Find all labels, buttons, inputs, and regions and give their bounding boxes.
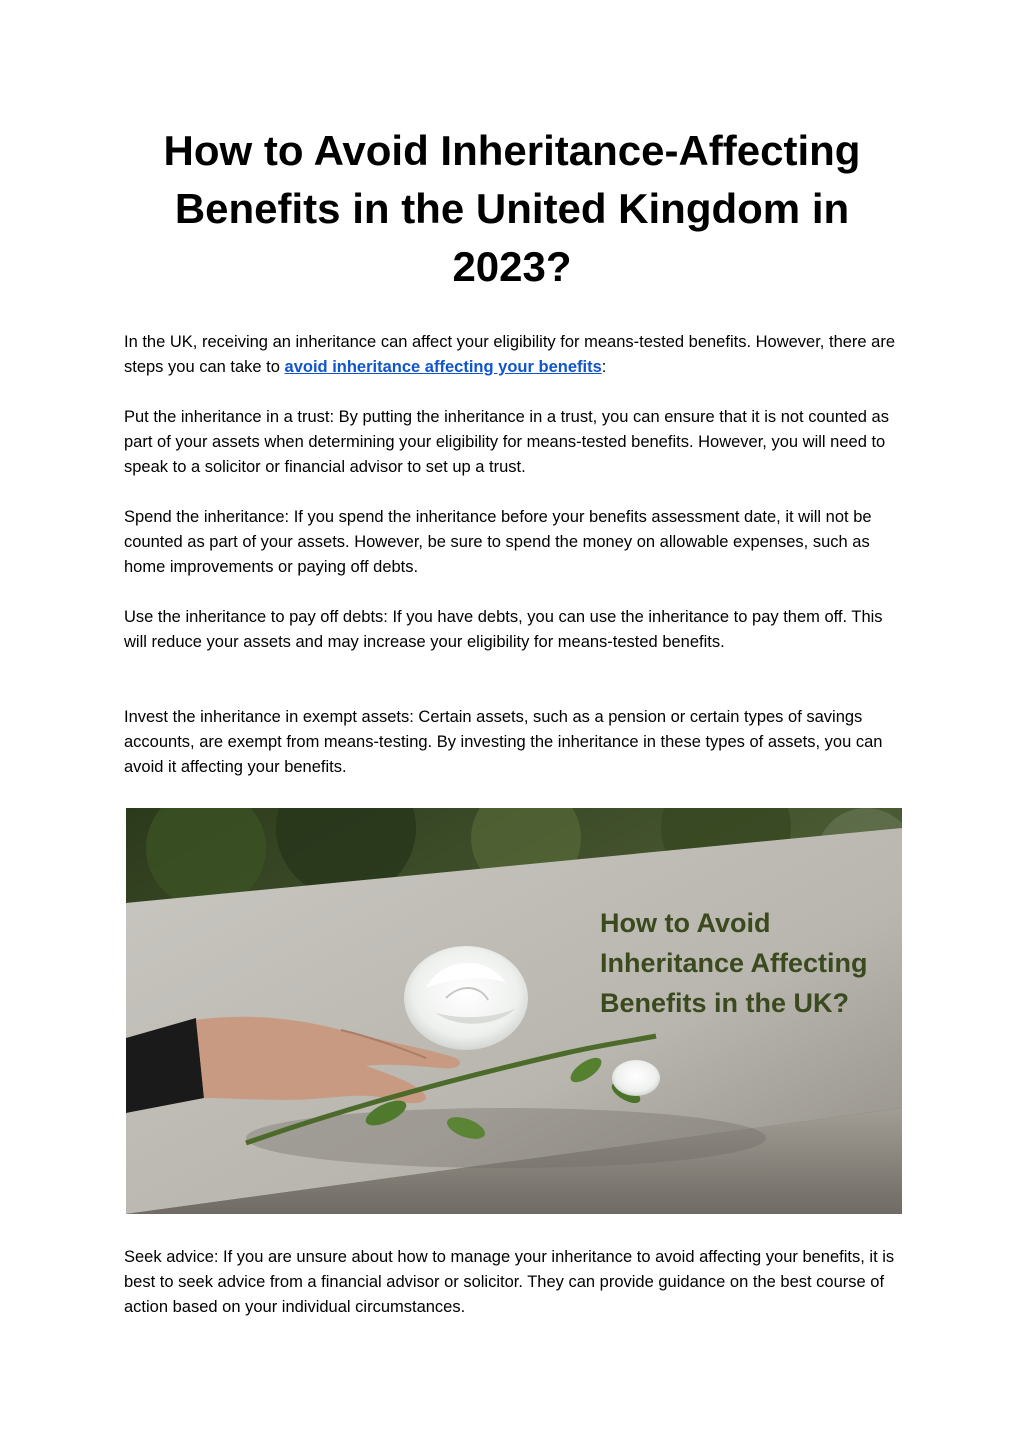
paragraph-seek-advice: Seek advice: If you are unsure about how to manage your inheritance to avoid affecting your benefits, it is best to seek advice from a financial advisor or solicitor. They can provide guidance on the best course of action based on your individual circumstances.: [124, 1248, 895, 1316]
image-heading-line1: How to Avoid: [600, 908, 771, 938]
paragraph-debts: Use the inheritance to pay off debts: If you have debts, you can use the inheritance to pay them off. This will reduce your assets and may increase your eligibility for means-tested benefits.: [124, 608, 883, 651]
rose-bud: [612, 1060, 660, 1096]
intro-text: In the UK, receiving an inheritance can affect your eligibility for means-tested benefits. However, there are steps you can take to: [124, 333, 896, 376]
page-title: How to Avoid Inheritance-Affecting Benefits in the United Kingdom in 2023?: [163, 127, 861, 290]
benefits-link[interactable]: avoid inheritance affecting your benefits: [284, 358, 602, 376]
article-image: [126, 808, 902, 1214]
intro-paragraph: [124, 330, 904, 380]
paragraph-trust: Put the inheritance in a trust: By putting the inheritance in a trust, you can ensure that it is not counted as part of your assets when determining your eligibility for means-tested benefits. However, you will need to speak to a solicitor or financial advisor to set up a trust.: [124, 408, 889, 476]
paragraph-spend: Spend the inheritance: If you spend the inheritance before your benefits assessment date, it will not be counted as part of your assets. However, be sure to spend the money on allowable expenses, such as home improvements or paying off debts.: [124, 508, 872, 576]
image-heading-line2: Inheritance Affecting: [600, 948, 868, 978]
paragraph-exempt-assets: Invest the inheritance in exempt assets: Certain assets, such as a pension or certain types of savings accounts, are exempt from means-testing. By investing the inheritance in these types of assets, you can avoid it affecting your benefits.: [124, 708, 883, 776]
intro-text-end: :: [601, 358, 607, 376]
rose-bloom: [404, 946, 528, 1050]
image-heading-line3: Benefits in the UK?: [600, 988, 850, 1018]
